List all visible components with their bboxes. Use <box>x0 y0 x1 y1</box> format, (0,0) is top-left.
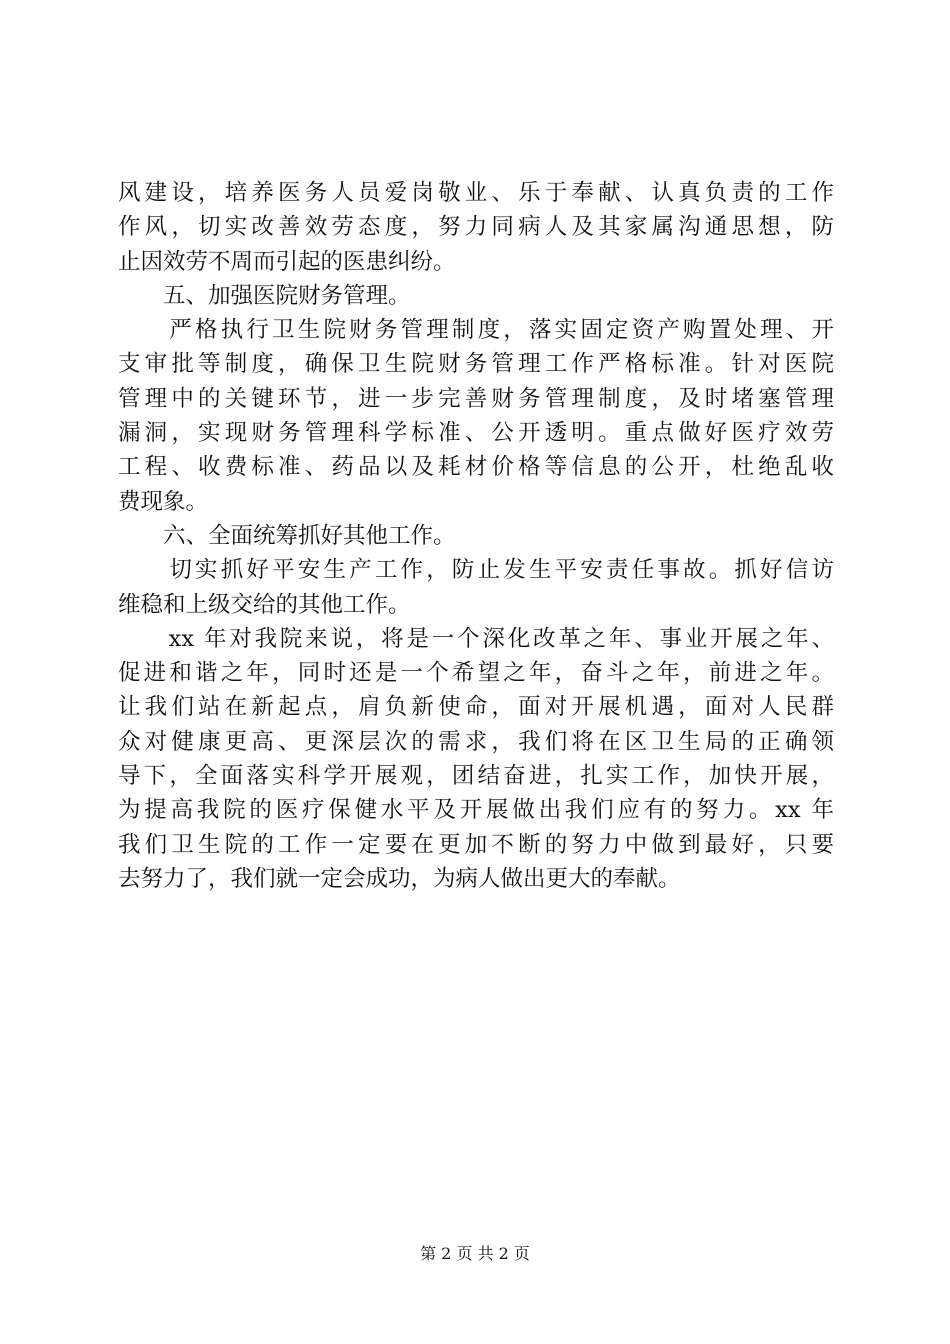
text-line: 工程、收费标准、药品以及耗材价格等信息的公开，杜绝乱收 <box>118 454 834 481</box>
text-line: 漏洞，实现财务管理科学标准、公开透明。重点做好医疗效劳 <box>118 420 834 447</box>
text-line: 管理中的关键环节，进一步完善财务管理制度，及时堵塞管理 <box>118 385 834 412</box>
text-line: 切实抓好平安生产工作，防止发生平安责任事故。抓好信访 <box>118 557 834 584</box>
text-line: 止因效劳不周而引起的医患纠纷。 <box>118 248 456 275</box>
text-line: 维稳和上级交给的其他工作。 <box>118 591 411 618</box>
text-line: 费现象。 <box>118 488 209 515</box>
body-text <box>118 176 834 896</box>
text-line: 六、全面统筹抓好其他工作。 <box>118 522 456 549</box>
text-line: 促进和谐之年，同时还是一个希望之年，奋斗之年，前进之年。 <box>118 660 834 687</box>
text-line: 众对健康更高、更深层次的需求，我们将在区卫生局的正确领 <box>118 728 834 755</box>
text-line: 去努力了，我们就一定会成功，为病人做出更大的奉献。 <box>118 865 681 892</box>
text-line: xx 年对我院来说，将是一个深化改革之年、事业开展之年、 <box>118 625 834 652</box>
text-line: 让我们站在新起点，肩负新使命，面对开展机遇，面对人民群 <box>118 694 834 721</box>
text-line: 支审批等制度，确保卫生院财务管理工作严格标准。针对医院 <box>118 351 834 378</box>
text-line: 作风，切实改善效劳态度，努力同病人及其家属沟通思想，防 <box>118 214 834 241</box>
text-line: 风建设，培养医务人员爱岗敬业、乐于奉献、认真负责的工作 <box>118 180 834 206</box>
text-line: 为提高我院的医疗保健水平及开展做出我们应有的努力。xx 年 <box>118 797 834 824</box>
text-line: 我们卫生院的工作一定要在更加不断的努力中做到最好，只要 <box>118 831 834 858</box>
page-footer: 第 2 页 共 2 页 <box>420 1244 530 1263</box>
text-line: 严格执行卫生院财务管理制度，落实固定资产购置处理、开 <box>118 317 834 344</box>
text-line: 导下，全面落实科学开展观，团结奋进，扎实工作，加快开展， <box>118 763 834 790</box>
text-line: 五、加强医院财务管理。 <box>118 282 411 309</box>
